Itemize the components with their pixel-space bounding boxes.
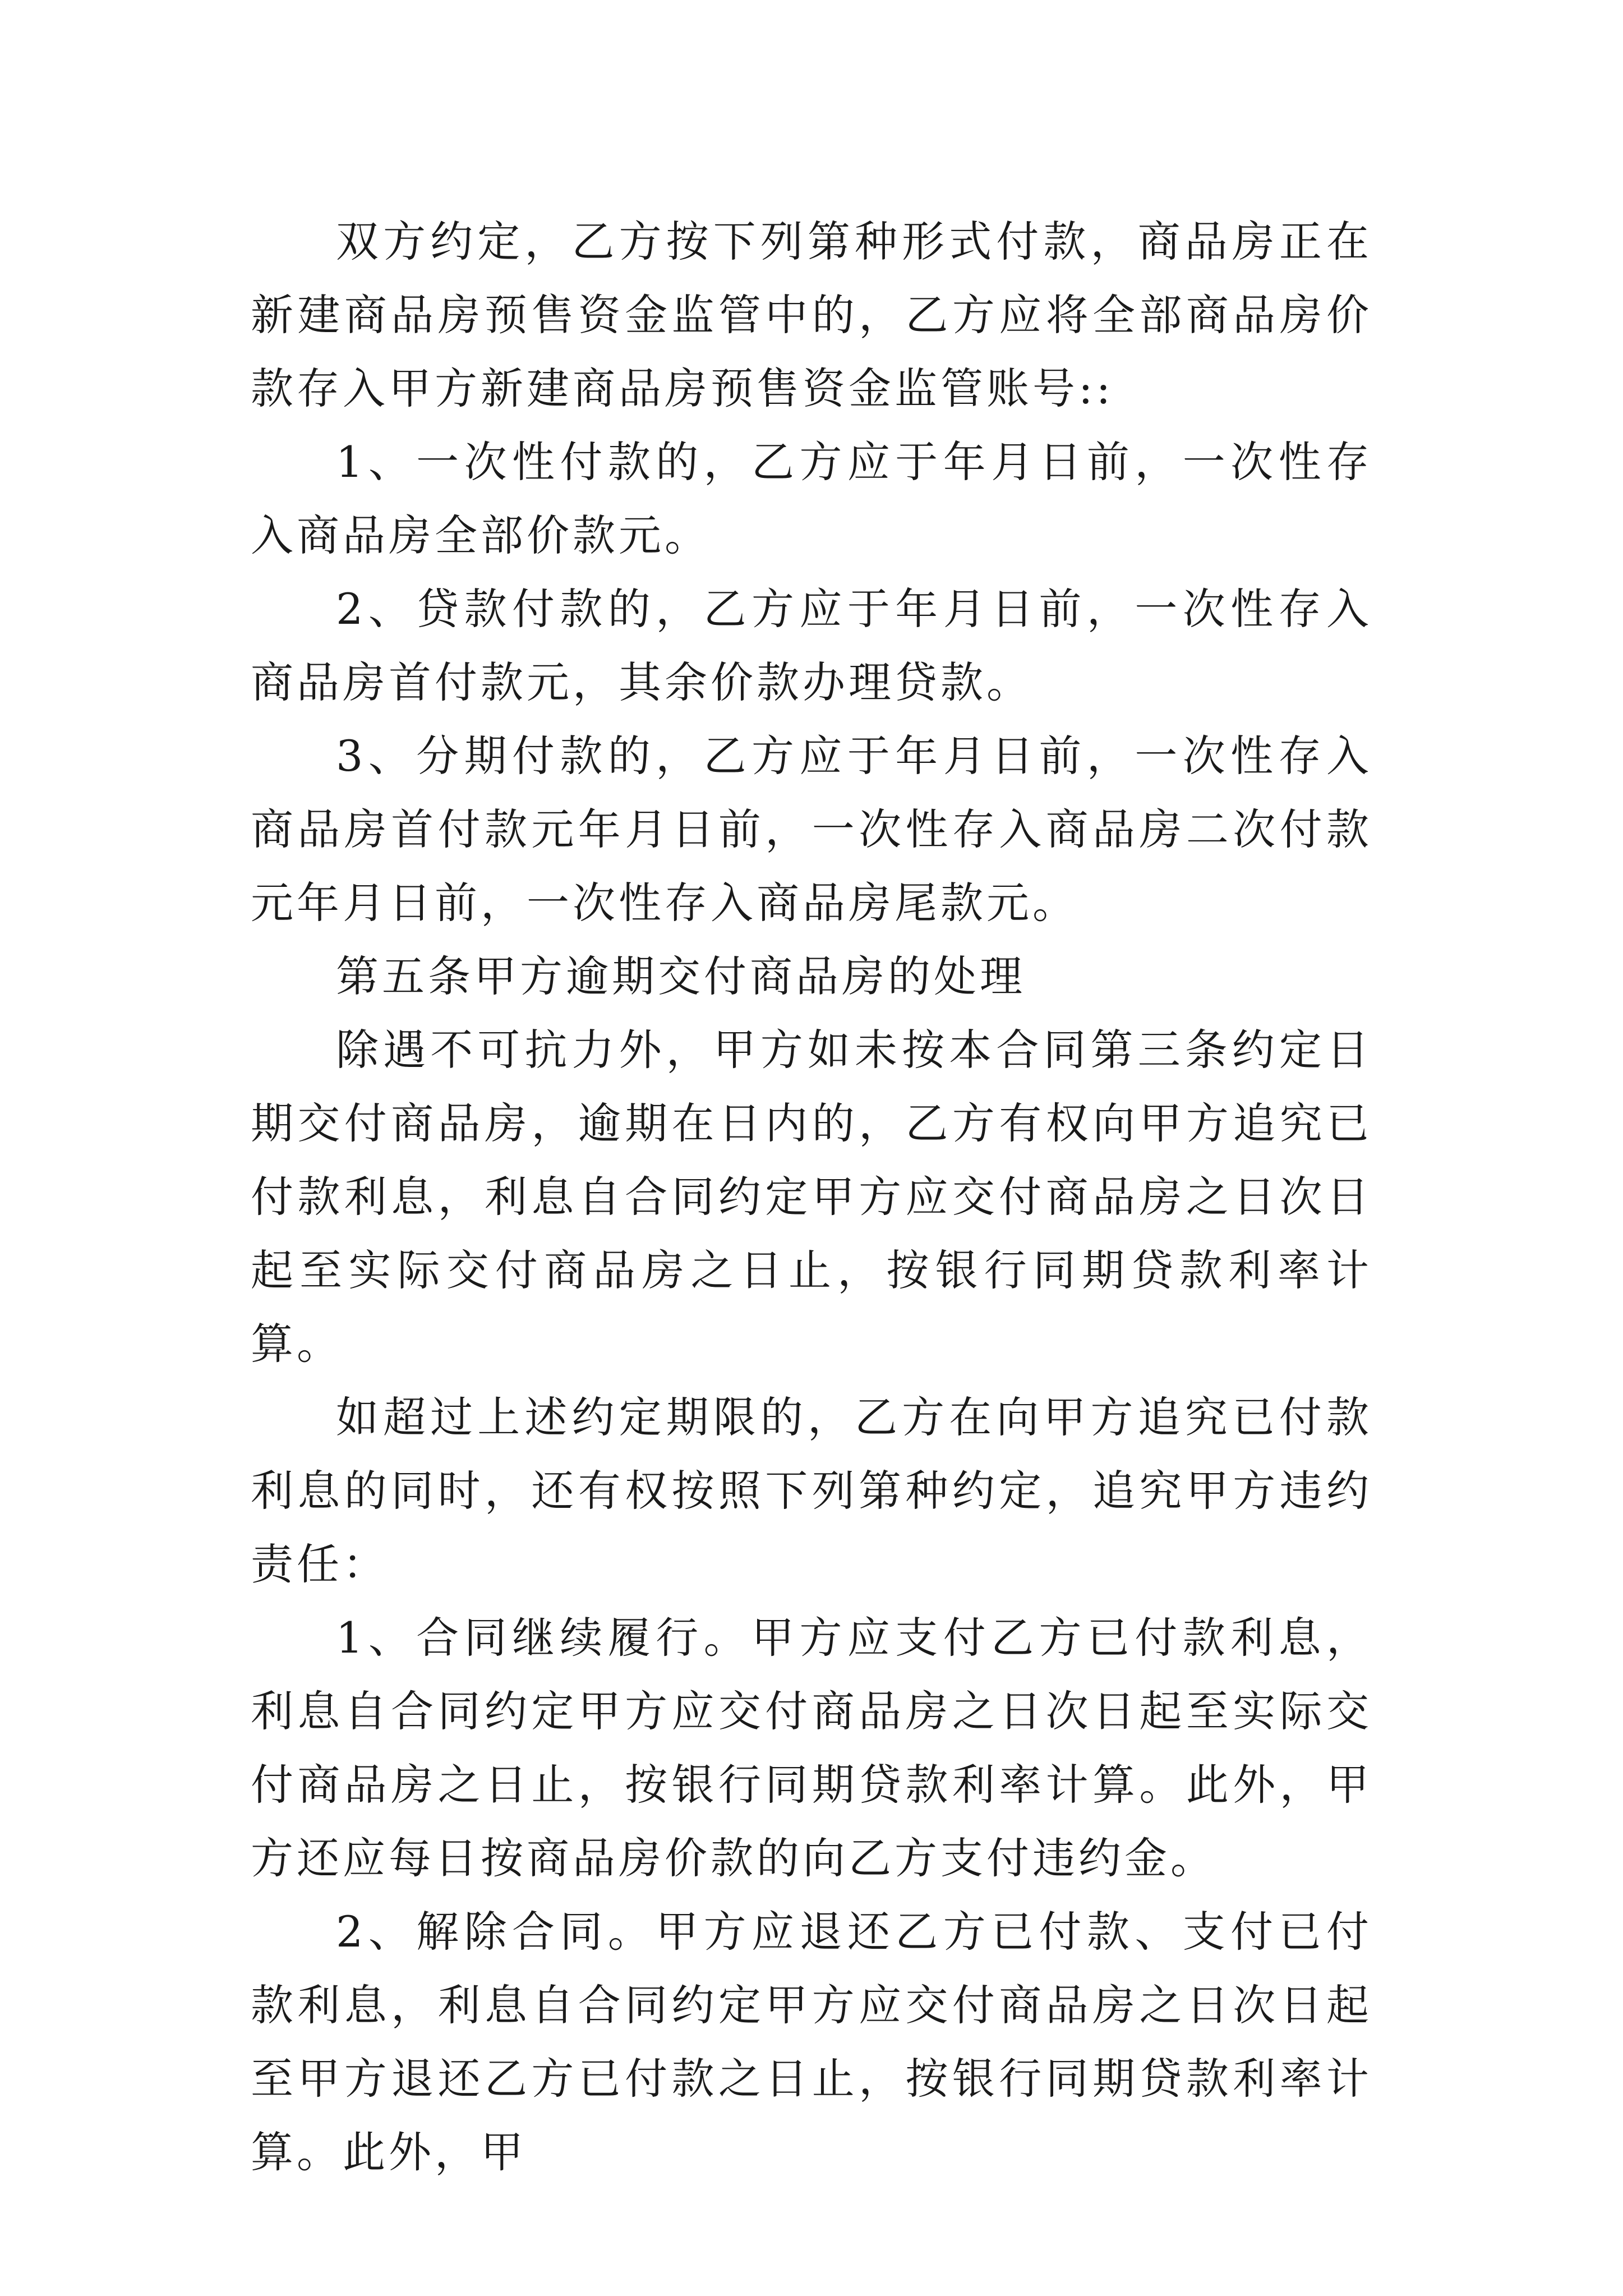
paragraph-overdue-liability: 如超过上述约定期限的，乙方在向甲方追究已付款利息的同时，还有权按照下列第种约定，追究甲方违约责任： — [251, 1392, 1372, 1589]
paragraph-lump-sum: 1、一次性付款的，乙方应于年月日前，一次性存入商品房全部价款元。 — [251, 437, 1372, 560]
paragraph-continue-contract: 1、合同继续履行。甲方应支付乙方已付款利息，利息自合同约定甲方应交付商品房之日次日起至实际交付商品房之日止，按银行同期贷款利率计算。此外，甲方还应每日按商品房价款的向乙方支付违约金。 — [251, 1613, 1372, 1883]
section-heading-article-5: 第五条甲方逾期交付商品房的处理 — [336, 951, 1026, 1001]
document-body — [251, 205, 1372, 2189]
paragraph-loan-payment: 2、贷款付款的，乙方应于年月日前，一次性存入商品房首付款元，其余价款办理贷款。 — [251, 584, 1372, 707]
paragraph-installment: 3、分期付款的，乙方应于年月日前，一次性存入商品房首付款元年月日前，一次性存入商品房二次付款元年月日前，一次性存入商品房尾款元。 — [251, 731, 1372, 928]
paragraph-terminate-contract: 2、解除合同。甲方应退还乙方已付款、支付已付款利息，利息自合同约定甲方应交付商品房之日次日起至甲方退还乙方已付款之日止，按银行同期贷款利率计算。此外，甲 — [251, 1907, 1372, 2177]
paragraph-force-majeure: 除遇不可抗力外，甲方如未按本合同第三条约定日期交付商品房，逾期在日内的，乙方有权向甲方追究已付款利息，利息自合同约定甲方应交付商品房之日次日起至实际交付商品房之日止，按银行同期贷款利率计算。 — [251, 1025, 1372, 1369]
paragraph-payment-terms: 双方约定，乙方按下列第种形式付款，商品房正在新建商品房预售资金监管中的，乙方应将全部商品房价款存入甲方新建商品房预售资金监管账号:: — [251, 217, 1372, 413]
